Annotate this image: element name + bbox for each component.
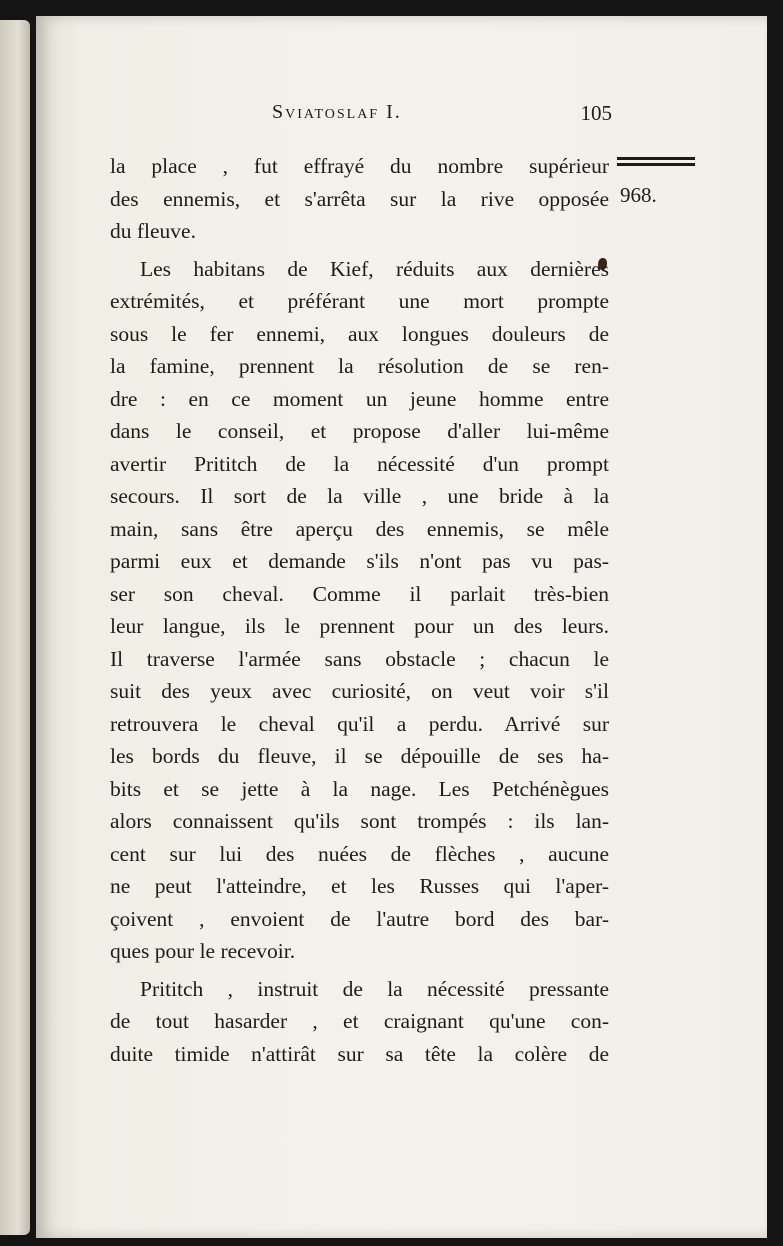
text-line: duite timide n'attirât sur sa tête la colère de <box>110 1041 609 1066</box>
paragraph-3 <box>110 973 609 1071</box>
text-line: dans le conseil, et propose d'aller lui-même <box>110 419 609 443</box>
text-line: du fleuve. <box>110 219 196 243</box>
text-line: sous le fer ennemi, aux longues douleurs de <box>110 321 609 346</box>
text-line: cent sur lui des nuées de flèches , aucune <box>110 841 609 866</box>
paragraph-1 <box>110 150 609 248</box>
text-line: suit des yeux avec curiosité, on veut voir s'il <box>110 679 609 703</box>
text-line: bits et se jette à la nage. Les Petchénègues <box>110 776 609 801</box>
text-line: çoivent , envoient de l'autre bord des bar- <box>110 906 609 931</box>
margin-year-note: 968. <box>620 183 657 207</box>
text-line: des ennemis, et s'arrêta sur la rive opposée <box>110 186 609 211</box>
text-line: avertir Prititch de la nécessité d'un prompt <box>110 451 609 476</box>
text-line: retrouvera le cheval qu'il a perdu. Arrivé sur <box>110 711 609 736</box>
page-number: 105 <box>580 101 612 125</box>
text-line: leur langue, ils le prennent pour un des leurs. <box>110 614 609 638</box>
text-line: ser son cheval. Comme il parlait très-bien <box>110 581 609 606</box>
text-line: secours. Il sort de la ville , une bride à la <box>110 484 609 508</box>
text-line: parmi eux et demande s'ils n'ont pas vu pas- <box>110 549 609 573</box>
text-line: la famine, prennent la résolution de se ren- <box>110 354 609 378</box>
margin-double-rule <box>617 157 695 170</box>
paragraph-2 <box>110 253 609 968</box>
text-line: dre : en ce moment un jeune homme entre <box>110 386 609 411</box>
text-line: Prititch , instruit de la nécessité pressante <box>140 976 609 1001</box>
running-title: Sviatoslaf I. <box>272 101 402 123</box>
text-line: ne peut l'atteindre, et les Russes qui l'aper- <box>110 874 609 898</box>
text-line: Il traverse l'armée sans obstacle ; chacun le <box>110 646 609 671</box>
text-line: ques pour le recevoir. <box>110 939 296 963</box>
text-line: extrémités, et préférant une mort prompte <box>110 289 609 313</box>
text-line: main, sans être aperçu des ennemis, se mêle <box>110 516 609 541</box>
page-header <box>272 101 612 131</box>
text-line: les bords du fleuve, il se dépouille de ses ha- <box>110 744 609 768</box>
text-line: la place , fut effrayé du nombre supérieur <box>110 154 609 178</box>
text-line: de tout hasarder , et craignant qu'une con- <box>110 1009 609 1033</box>
text-line: Les habitans de Kief, réduits aux dernières <box>140 256 609 281</box>
body-text <box>110 150 609 1075</box>
text-line: alors connaissent qu'ils sont trompés : ils lan- <box>110 809 609 833</box>
previous-page-edge <box>0 20 30 1235</box>
